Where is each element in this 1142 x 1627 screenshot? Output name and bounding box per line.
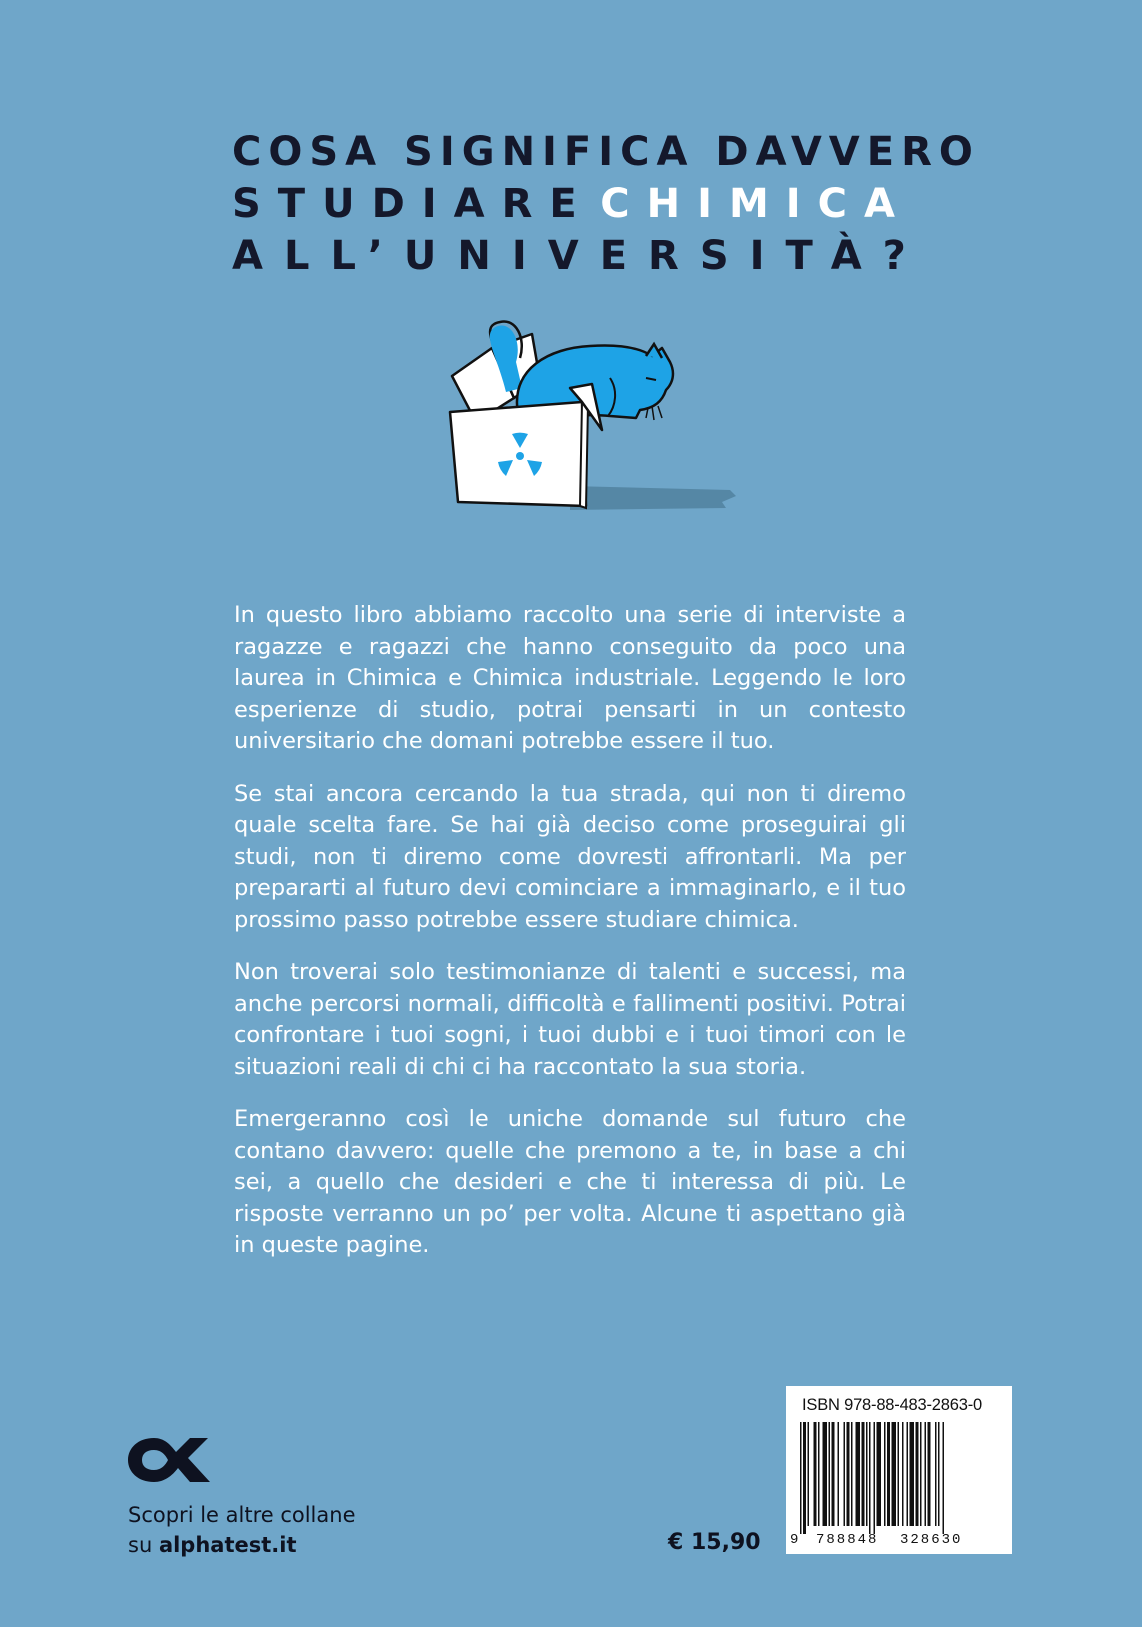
headline-line-1 [232, 126, 980, 178]
headline-line-3 [232, 230, 927, 282]
footer-line-2 [128, 1530, 356, 1560]
headline-text-3: ALL’UNIVERSITÀ? [232, 233, 927, 279]
cat-icon [440, 318, 760, 538]
barcode-digits-right: 328630 [900, 1532, 963, 1548]
alpha-test-logo-icon [128, 1436, 212, 1484]
barcode-icon [800, 1422, 980, 1534]
footer-line-1: Scopri le altre collane [128, 1503, 356, 1527]
paragraph-4: Emergeranno così le uniche domande sul futuro che contano davvero: quelle che premono a te, in base a chi sei, a quello che desideri e che ti interessa di più. Le risposte verranno un po’ per volta. Alcune ti aspettano già in queste pagine. [234, 1106, 906, 1258]
paragraph-3: Non troverai solo testimonianze di talenti e successi, ma anche percorsi normali, difficoltà e fallimenti positivi. Potrai confrontare i tuoi sogni, i tuoi dubbi e i tuoi timori con le situazioni reali di chi ci ha raccontato la sua storia. [234, 959, 906, 1080]
cat-in-box-illustration [440, 318, 760, 538]
headline-text-2: STUDIARE [232, 181, 594, 227]
barcode-panel [786, 1386, 1012, 1554]
book-title-question [232, 126, 980, 282]
paragraph-2: Se stai ancora cercando la tua strada, qui non ti diremo quale scelta fare. Se hai già deciso come proseguirai gli studi, non ti diremo come dovresti affrontarli. Ma per prepararti al futuro devi cominciare a immaginarlo, e il tuo prossimo passo potrebbe essere studiare chimica. [234, 780, 906, 933]
isbn-number: ISBN 978-88-483-2863-0 [802, 1396, 982, 1414]
barcode-digit-first: 9 [790, 1532, 799, 1548]
back-cover-description [234, 600, 906, 1283]
price-label: € 15,90 [668, 1530, 761, 1555]
barcode-digits-left: 788848 [816, 1532, 879, 1548]
headline-line-2 [232, 178, 912, 230]
headline-highlight: CHIMICA [600, 181, 912, 227]
paragraph-1: In questo libro abbiamo raccolto una serie di interviste a ragazze e ragazzi che hanno conseguito da poco una laurea in Chimica e Chimica industriale. Leggendo le loro esperienze di studio, potrai pensarti in un contesto universitario che domani potrebbe essere il tuo. [234, 602, 906, 754]
headline-text-1: COSA SIGNIFICA DAVVERO [232, 129, 980, 175]
footer-prefix: su [128, 1533, 159, 1557]
website-link[interactable]: alphatest.it [158, 1533, 297, 1557]
footer-promo [128, 1500, 356, 1560]
